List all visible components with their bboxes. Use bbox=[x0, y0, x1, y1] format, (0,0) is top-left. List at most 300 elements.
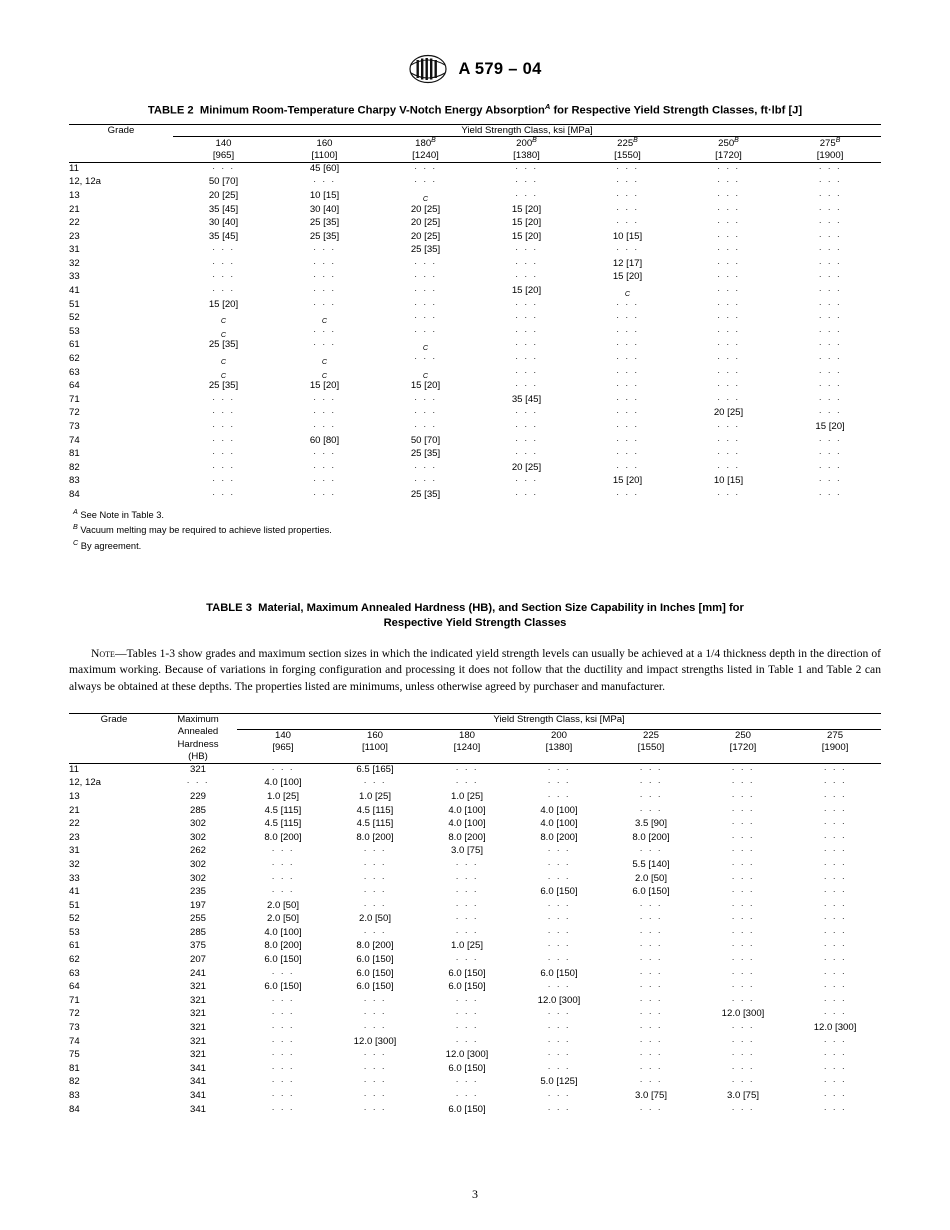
value-cell bbox=[237, 1063, 329, 1077]
cell-value: 8.0 [200] bbox=[356, 831, 394, 843]
hardness-cell bbox=[159, 818, 237, 832]
cell-value: 302 bbox=[189, 872, 206, 884]
empty-value: · · · bbox=[717, 353, 740, 365]
section-gap bbox=[0, 553, 950, 601]
empty-value: · · · bbox=[515, 366, 538, 378]
table-row bbox=[69, 326, 881, 340]
value-cell bbox=[421, 1063, 513, 1077]
grade-cell: 12, 12a bbox=[69, 777, 102, 789]
value-cell bbox=[789, 1090, 881, 1104]
cell-value: 375 bbox=[189, 940, 206, 952]
value-cell bbox=[375, 258, 476, 272]
table-row bbox=[69, 913, 881, 927]
cell-value: 15 [20] bbox=[612, 271, 643, 283]
value-cell bbox=[513, 764, 605, 778]
table2-block bbox=[69, 102, 881, 553]
value-cell bbox=[577, 176, 678, 190]
value-cell bbox=[329, 927, 421, 941]
empty-value: · · · bbox=[547, 872, 571, 884]
empty-value: · · · bbox=[639, 777, 663, 789]
value-cell bbox=[237, 900, 329, 914]
table3-class-mpa-0: [965] bbox=[272, 742, 294, 754]
empty-value: · · · bbox=[515, 257, 538, 269]
cell-value: 302 bbox=[189, 858, 206, 870]
cell-value: 4.0 [100] bbox=[540, 818, 578, 830]
empty-value: · · · bbox=[313, 257, 336, 269]
empty-value: · · · bbox=[818, 488, 842, 500]
cell-value: 6.0 [150] bbox=[264, 954, 302, 966]
value-cell bbox=[476, 163, 577, 177]
table3-class-mpa-5: [1720] bbox=[729, 742, 757, 754]
cell-value: 12.0 [300] bbox=[721, 1008, 765, 1020]
cell-value: 15 [20] bbox=[815, 421, 845, 433]
grade-cell: 21 bbox=[69, 804, 80, 816]
value-cell bbox=[577, 231, 678, 245]
cell-value: 20 [25] bbox=[208, 189, 239, 201]
value-cell bbox=[789, 940, 881, 954]
value-cell bbox=[605, 968, 697, 982]
empty-value: · · · bbox=[455, 1035, 479, 1047]
table-row bbox=[69, 873, 881, 887]
value-cell bbox=[678, 462, 779, 476]
value-cell bbox=[421, 805, 513, 819]
value-cell bbox=[789, 995, 881, 1009]
table2-class-ksi-0: 140 bbox=[215, 137, 232, 149]
empty-value: · · · bbox=[818, 339, 842, 351]
table-row bbox=[69, 394, 881, 408]
empty-value: · · · bbox=[717, 448, 740, 460]
empty-value: · · · bbox=[455, 954, 479, 966]
cell-value: 285 bbox=[189, 804, 206, 816]
value-cell bbox=[421, 1049, 513, 1063]
value-cell bbox=[789, 1076, 881, 1090]
value-cell bbox=[173, 231, 274, 245]
table-row bbox=[69, 1104, 881, 1118]
table2-class-mpa-4: [1550] bbox=[614, 149, 641, 161]
grade-cell: 41 bbox=[69, 285, 80, 297]
hardness-cell bbox=[159, 845, 237, 859]
grade-cell: 51 bbox=[69, 899, 80, 911]
value-cell bbox=[329, 940, 421, 954]
empty-value: · · · bbox=[616, 163, 639, 175]
value-cell bbox=[476, 231, 577, 245]
empty-value: · · · bbox=[414, 421, 437, 433]
value-cell bbox=[173, 448, 274, 462]
value-cell bbox=[274, 312, 375, 326]
value-cell bbox=[329, 995, 421, 1009]
value-cell bbox=[678, 435, 779, 449]
value-cell bbox=[173, 380, 274, 394]
empty-value: · · · bbox=[313, 339, 336, 351]
value-cell bbox=[421, 832, 513, 846]
value-cell bbox=[605, 777, 697, 791]
empty-value: · · · bbox=[731, 1035, 755, 1047]
empty-value: · · · bbox=[313, 298, 336, 310]
value-cell bbox=[577, 312, 678, 326]
value-cell bbox=[513, 913, 605, 927]
value-cell bbox=[697, 1008, 789, 1022]
empty-value: · · · bbox=[717, 271, 740, 283]
value-cell bbox=[421, 886, 513, 900]
table3-class-header-225 bbox=[605, 730, 697, 764]
value-cell bbox=[329, 764, 421, 778]
empty-value: · · · bbox=[363, 872, 387, 884]
table-row bbox=[69, 1090, 881, 1104]
empty-value: · · · bbox=[515, 339, 538, 351]
empty-value: · · · bbox=[547, 777, 571, 789]
value-cell bbox=[274, 176, 375, 190]
cell-value: 8.0 [200] bbox=[632, 831, 670, 843]
value-cell bbox=[779, 244, 881, 258]
hardness-cell bbox=[159, 900, 237, 914]
cell-value: 45 [60] bbox=[309, 163, 340, 175]
empty-value: · · · bbox=[717, 434, 740, 446]
value-cell bbox=[697, 805, 789, 819]
table2-class-header-250 bbox=[678, 136, 779, 163]
empty-value: · · · bbox=[271, 845, 295, 857]
value-cell bbox=[678, 380, 779, 394]
empty-value: · · · bbox=[212, 461, 235, 473]
value-cell bbox=[375, 435, 476, 449]
empty-value: · · · bbox=[823, 913, 847, 925]
cell-value: 15 [20] bbox=[208, 298, 239, 310]
value-cell bbox=[678, 299, 779, 313]
value-cell bbox=[476, 339, 577, 353]
empty-value: · · · bbox=[616, 461, 639, 473]
table-row bbox=[69, 981, 881, 995]
value-cell bbox=[605, 859, 697, 873]
value-cell bbox=[678, 204, 779, 218]
table2-span-header: Yield Strength Class, ksi [MPa] bbox=[173, 124, 881, 136]
empty-value: · · · bbox=[313, 176, 336, 188]
grade-cell: 52 bbox=[69, 312, 80, 324]
value-cell bbox=[697, 1063, 789, 1077]
value-cell bbox=[237, 873, 329, 887]
grade-cell: 71 bbox=[69, 393, 80, 405]
value-cell bbox=[237, 777, 329, 791]
value-cell bbox=[789, 1036, 881, 1050]
value-cell bbox=[237, 886, 329, 900]
empty-value: · · · bbox=[717, 488, 740, 500]
empty-value: · · · bbox=[414, 257, 437, 269]
empty-value: · · · bbox=[363, 845, 387, 857]
table3-span-header: Yield Strength Class, ksi [MPa] bbox=[237, 714, 881, 730]
table3-block bbox=[69, 601, 881, 1117]
value-cell bbox=[577, 244, 678, 258]
empty-value: · · · bbox=[639, 926, 663, 938]
empty-value: · · · bbox=[823, 1062, 847, 1074]
value-cell bbox=[274, 353, 375, 367]
value-cell bbox=[678, 217, 779, 231]
empty-value: · · · bbox=[639, 1062, 663, 1074]
value-cell bbox=[375, 462, 476, 476]
value-cell bbox=[375, 163, 476, 177]
grade-cell: 21 bbox=[69, 203, 80, 215]
empty-value: · · · bbox=[616, 393, 639, 405]
table-row bbox=[69, 448, 881, 462]
cell-value: 241 bbox=[189, 967, 206, 979]
value-cell bbox=[237, 818, 329, 832]
footnote-ref-c: C bbox=[422, 370, 429, 380]
table2-class-header-140 bbox=[173, 136, 274, 163]
value-cell bbox=[421, 927, 513, 941]
empty-value: · · · bbox=[313, 488, 336, 500]
table-row bbox=[69, 805, 881, 819]
cell-value: 341 bbox=[189, 1076, 206, 1088]
value-cell bbox=[779, 394, 881, 408]
value-cell bbox=[375, 367, 476, 381]
empty-value: · · · bbox=[363, 1076, 387, 1088]
empty-value: · · · bbox=[455, 886, 479, 898]
empty-value: · · · bbox=[717, 230, 740, 242]
empty-value: · · · bbox=[616, 325, 639, 337]
table3-head bbox=[69, 714, 881, 764]
empty-value: · · · bbox=[271, 1008, 295, 1020]
table2 bbox=[69, 124, 881, 503]
value-cell bbox=[678, 176, 779, 190]
value-cell bbox=[476, 204, 577, 218]
empty-value: · · · bbox=[455, 872, 479, 884]
value-cell bbox=[789, 1063, 881, 1077]
value-cell bbox=[329, 1036, 421, 1050]
empty-value: · · · bbox=[616, 176, 639, 188]
table-row bbox=[69, 339, 881, 353]
empty-value: · · · bbox=[731, 926, 755, 938]
empty-value: · · · bbox=[363, 858, 387, 870]
empty-value: · · · bbox=[515, 475, 538, 487]
cell-value: 15 [20] bbox=[511, 285, 542, 297]
empty-value: · · · bbox=[515, 434, 538, 446]
grade-cell: 52 bbox=[69, 913, 80, 925]
cell-value: 12.0 [300] bbox=[353, 1035, 397, 1047]
value-cell bbox=[237, 764, 329, 778]
value-cell bbox=[789, 954, 881, 968]
value-cell bbox=[237, 1104, 329, 1118]
value-cell bbox=[577, 204, 678, 218]
value-cell bbox=[375, 231, 476, 245]
value-cell bbox=[237, 1076, 329, 1090]
empty-value: · · · bbox=[639, 954, 663, 966]
table2-class-ksi-4: 225 bbox=[617, 137, 634, 149]
value-cell bbox=[779, 271, 881, 285]
value-cell bbox=[173, 258, 274, 272]
cell-value: 20 [25] bbox=[410, 217, 441, 229]
empty-value: · · · bbox=[639, 804, 663, 816]
grade-cell: 71 bbox=[69, 994, 80, 1006]
value-cell bbox=[513, 777, 605, 791]
value-cell bbox=[605, 981, 697, 995]
grade-cell: 82 bbox=[69, 1076, 80, 1088]
table-row bbox=[69, 380, 881, 394]
table3-class-ksi-5: 250 bbox=[734, 730, 751, 742]
table-row bbox=[69, 995, 881, 1009]
value-cell bbox=[421, 913, 513, 927]
cell-value: 341 bbox=[189, 1090, 206, 1101]
empty-value: · · · bbox=[616, 217, 639, 229]
cell-value: 1.0 [25] bbox=[266, 790, 299, 802]
table2-class-fn-6: B bbox=[835, 136, 841, 144]
page-number: 3 bbox=[472, 1187, 478, 1201]
value-cell bbox=[375, 421, 476, 435]
empty-value: · · · bbox=[414, 325, 437, 337]
value-cell bbox=[173, 326, 274, 340]
hardness-cell bbox=[159, 791, 237, 805]
table2-caption-footnote-mark: A bbox=[544, 102, 551, 111]
value-cell bbox=[375, 190, 476, 204]
cell-value: 4.0 [100] bbox=[540, 804, 578, 816]
empty-value: · · · bbox=[414, 285, 437, 297]
empty-value: · · · bbox=[818, 298, 842, 310]
value-cell bbox=[577, 489, 678, 503]
table3-class-header-160 bbox=[329, 730, 421, 764]
footnote-ref-c: C bbox=[321, 370, 328, 380]
cell-value: 8.0 [200] bbox=[540, 831, 578, 843]
value-cell bbox=[513, 832, 605, 846]
value-cell bbox=[274, 448, 375, 462]
grade-cell: 51 bbox=[69, 298, 80, 310]
table2-head-row-2 bbox=[69, 136, 881, 163]
empty-value: · · · bbox=[186, 777, 210, 789]
value-cell bbox=[678, 231, 779, 245]
footnote-ref-c: C bbox=[321, 316, 328, 326]
empty-value: · · · bbox=[455, 777, 479, 789]
value-cell bbox=[274, 489, 375, 503]
empty-value: · · · bbox=[616, 448, 639, 460]
table2-class-fn-2: B bbox=[431, 136, 436, 144]
table2-caption-prefix: TABLE 2 bbox=[147, 104, 194, 117]
value-cell bbox=[173, 339, 274, 353]
value-cell bbox=[779, 258, 881, 272]
empty-value: · · · bbox=[717, 325, 740, 337]
value-cell bbox=[577, 462, 678, 476]
hardness-cell bbox=[159, 1104, 237, 1118]
value-cell bbox=[274, 380, 375, 394]
value-cell bbox=[274, 190, 375, 204]
table-row bbox=[69, 886, 881, 900]
value-cell bbox=[274, 435, 375, 449]
cell-value: 3.0 [75] bbox=[450, 845, 483, 857]
cell-value: 25 [35] bbox=[208, 339, 239, 351]
value-cell bbox=[697, 913, 789, 927]
table2-footnote-mark-C: C bbox=[73, 537, 79, 547]
table3-caption bbox=[69, 601, 881, 636]
grade-cell: 22 bbox=[69, 217, 80, 229]
value-cell bbox=[274, 421, 375, 435]
cell-value: 12.0 [300] bbox=[537, 994, 581, 1006]
cell-value: 6.0 [150] bbox=[448, 1103, 486, 1115]
value-cell bbox=[329, 913, 421, 927]
value-cell bbox=[779, 204, 881, 218]
value-cell bbox=[513, 859, 605, 873]
empty-value: · · · bbox=[823, 994, 847, 1006]
cell-value: 2.0 [50] bbox=[266, 913, 299, 925]
value-cell bbox=[476, 353, 577, 367]
table2-class-header-180 bbox=[375, 136, 476, 163]
table2-class-mpa-2: [1240] bbox=[412, 149, 439, 161]
empty-value: · · · bbox=[547, 1022, 571, 1034]
value-cell bbox=[173, 367, 274, 381]
table-row bbox=[69, 367, 881, 381]
value-cell bbox=[697, 1036, 789, 1050]
value-cell bbox=[476, 475, 577, 489]
empty-value: · · · bbox=[731, 790, 755, 802]
cell-value: 4.5 [115] bbox=[356, 818, 394, 830]
table2-class-fn-3: B bbox=[532, 136, 537, 144]
value-cell bbox=[274, 339, 375, 353]
value-cell bbox=[605, 1063, 697, 1077]
table-row bbox=[69, 1008, 881, 1022]
table2-class-fn-4: B bbox=[633, 136, 638, 144]
grade-cell: 84 bbox=[69, 1103, 80, 1115]
empty-value: · · · bbox=[212, 488, 235, 500]
grade-cell: 13 bbox=[69, 189, 80, 201]
empty-value: · · · bbox=[818, 475, 842, 487]
value-cell bbox=[237, 1008, 329, 1022]
cell-value: 8.0 [200] bbox=[448, 831, 486, 843]
empty-value: · · · bbox=[363, 1090, 387, 1101]
empty-value: · · · bbox=[639, 790, 663, 802]
grade-cell: 74 bbox=[69, 434, 80, 446]
empty-value: · · · bbox=[823, 831, 847, 843]
empty-value: · · · bbox=[717, 189, 740, 201]
value-cell bbox=[779, 231, 881, 245]
value-cell bbox=[173, 353, 274, 367]
grade-cell: 61 bbox=[69, 339, 80, 351]
value-cell bbox=[237, 995, 329, 1009]
table2-class-header-225 bbox=[577, 136, 678, 163]
hardness-cell bbox=[159, 1036, 237, 1050]
value-cell bbox=[476, 176, 577, 190]
value-cell bbox=[678, 190, 779, 204]
empty-value: · · · bbox=[363, 1103, 387, 1115]
grade-cell: 62 bbox=[69, 954, 80, 966]
empty-value: · · · bbox=[363, 1022, 387, 1034]
value-cell bbox=[375, 380, 476, 394]
value-cell bbox=[577, 285, 678, 299]
cell-value: 10 [15] bbox=[612, 230, 643, 242]
empty-value: · · · bbox=[313, 393, 336, 405]
value-cell bbox=[789, 913, 881, 927]
empty-value: · · · bbox=[313, 285, 336, 297]
cell-value: 6.0 [150] bbox=[356, 954, 394, 966]
grade-cell: 53 bbox=[69, 926, 80, 938]
cell-value: 1.0 [25] bbox=[450, 790, 483, 802]
value-cell bbox=[237, 927, 329, 941]
table3-caption-line2: Respective Yield Strength Classes bbox=[383, 617, 567, 630]
cell-value: 20 [25] bbox=[410, 230, 441, 242]
table-row bbox=[69, 285, 881, 299]
table2-footnote-mark-B: B bbox=[73, 522, 78, 532]
value-cell bbox=[513, 940, 605, 954]
cell-value: 6.0 [150] bbox=[540, 886, 578, 898]
empty-value: · · · bbox=[818, 176, 842, 188]
empty-value: · · · bbox=[515, 176, 538, 188]
empty-value: · · · bbox=[818, 217, 842, 229]
footnote-ref-c: C bbox=[321, 357, 328, 367]
grade-cell: 53 bbox=[69, 325, 80, 337]
table2-footnote-B bbox=[69, 522, 881, 538]
value-cell bbox=[789, 805, 881, 819]
empty-value: · · · bbox=[547, 1062, 571, 1074]
empty-value: · · · bbox=[455, 926, 479, 938]
value-cell bbox=[697, 940, 789, 954]
empty-value: · · · bbox=[731, 954, 755, 966]
cell-value: 3.0 [75] bbox=[726, 1090, 759, 1101]
empty-value: · · · bbox=[823, 818, 847, 830]
value-cell bbox=[421, 1090, 513, 1104]
value-cell bbox=[605, 995, 697, 1009]
table2-class-mpa-1: [1100] bbox=[311, 149, 338, 161]
